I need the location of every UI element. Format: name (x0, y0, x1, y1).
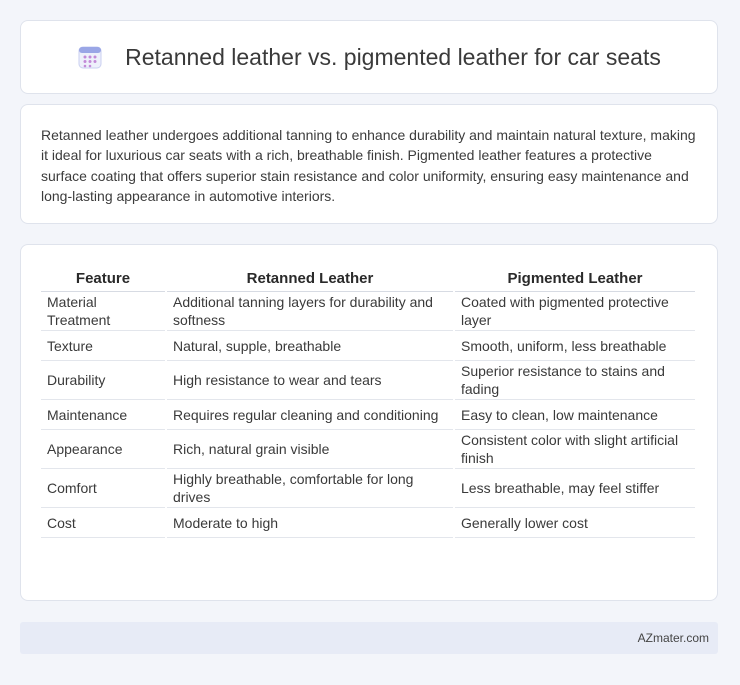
table-row (41, 430, 695, 469)
intro-paragraph: Retanned leather undergoes additional tanning to enhance durability and maintain natural texture, making it ideal for luxurious car seats with a rich, breathable finish. Pigmented leather features a protective surface coating that offers superior stain resistance and color uniformity, ensuring easy maintenance and long-lasting appearance in automotive interiors. (41, 127, 696, 204)
pigmented-cell: Easy to clean, low maintenance (455, 400, 695, 430)
table-row (41, 469, 695, 508)
table-row (41, 331, 695, 361)
table-header-row (41, 265, 695, 292)
calendar-icon (77, 44, 103, 70)
pigmented-cell: Superior resistance to stains and fading (455, 361, 695, 400)
table-row (41, 292, 695, 331)
feature-cell: Material Treatment (41, 292, 165, 331)
feature-cell: Texture (41, 331, 165, 361)
table-row (41, 361, 695, 400)
pigmented-cell: Coated with pigmented protective layer (455, 292, 695, 331)
pigmented-cell: Smooth, uniform, less breathable (455, 331, 695, 361)
table-row (41, 508, 695, 538)
intro-card (20, 104, 718, 224)
feature-cell: Maintenance (41, 400, 165, 430)
feature-cell: Durability (41, 361, 165, 400)
comparison-table (39, 265, 697, 538)
pigmented-cell: Less breathable, may feel stiffer (455, 469, 695, 508)
retanned-cell: Additional tanning layers for durability and softness (167, 292, 453, 331)
feature-cell: Cost (41, 508, 165, 538)
footer (20, 622, 718, 654)
retanned-cell: Highly breathable, comfortable for long drives (167, 469, 453, 508)
retanned-cell: Requires regular cleaning and conditioning (167, 400, 453, 430)
header-feature: Feature (41, 265, 165, 292)
table-row (41, 400, 695, 430)
retanned-cell: High resistance to wear and tears (167, 361, 453, 400)
page-title: Retanned leather vs. pigmented leather for car seats (125, 43, 661, 70)
header-pigmented: Pigmented Leather (455, 265, 695, 292)
header-card (20, 20, 718, 94)
footer-site-link[interactable]: AZmater.com (637, 631, 709, 645)
feature-cell: Appearance (41, 430, 165, 469)
comparison-table-card (20, 244, 718, 601)
retanned-cell: Moderate to high (167, 508, 453, 538)
retanned-cell: Natural, supple, breathable (167, 331, 453, 361)
pigmented-cell: Consistent color with slight artificial finish (455, 430, 695, 469)
header-retanned: Retanned Leather (167, 265, 453, 292)
retanned-cell: Rich, natural grain visible (167, 430, 453, 469)
pigmented-cell: Generally lower cost (455, 508, 695, 538)
feature-cell: Comfort (41, 469, 165, 508)
